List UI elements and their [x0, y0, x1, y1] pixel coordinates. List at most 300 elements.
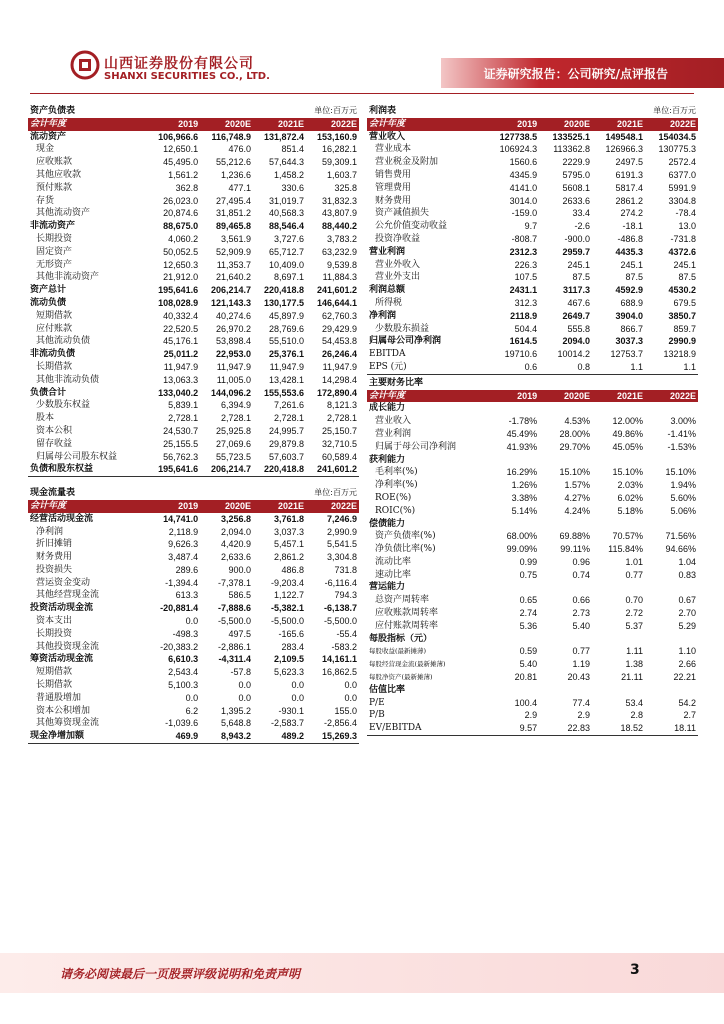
row-value: 10,409.0 — [268, 259, 305, 270]
row-label: 流动负债 — [30, 297, 67, 308]
row-value: 21.11 — [621, 672, 644, 683]
row-value — [645, 581, 698, 594]
row-value: 586.5 — [228, 590, 252, 601]
row-value: 866.7 — [620, 323, 644, 334]
table-row — [28, 399, 359, 412]
row-value: -808.7 — [511, 233, 538, 244]
row-label: P/E — [369, 697, 385, 708]
table-row — [367, 131, 698, 144]
row-value: -20,383.2 — [160, 641, 199, 652]
row-value: 0.0 — [344, 692, 357, 703]
row-value: 2497.5 — [615, 157, 644, 168]
row-label: 长期投资 — [36, 233, 73, 244]
table-row — [367, 569, 698, 582]
row-value — [592, 454, 645, 467]
row-value: 1,603.7 — [326, 169, 357, 180]
row-value: -2,886.1 — [218, 641, 252, 652]
row-label: 负债合计 — [30, 387, 67, 398]
row-value: 1.94% — [670, 480, 696, 491]
table-row — [28, 348, 359, 361]
row-label: 负债和股东权益 — [28, 463, 147, 476]
row-value: 50,052.5 — [163, 246, 199, 257]
row-value: 0.0 — [291, 692, 305, 703]
row-value: 69.88% — [559, 531, 591, 542]
row-value: 22.21 — [673, 672, 696, 683]
table-row — [28, 641, 359, 654]
row-value: 2,728.1 — [168, 413, 199, 424]
row-value: 5.36 — [519, 620, 538, 631]
table-row — [28, 207, 359, 220]
row-value: 2.8 — [630, 710, 644, 721]
table-row — [367, 722, 698, 735]
row-value: 2,728.1 — [273, 413, 305, 424]
row-value: 2.70 — [678, 608, 696, 619]
row-label: EPS (元) — [367, 361, 486, 374]
row-label: 少数股东损益 — [375, 323, 430, 334]
table-row — [367, 323, 698, 336]
row-value: -5,382.1 — [270, 603, 305, 614]
header-year: 2019 — [486, 390, 539, 403]
row-value: 49.86% — [612, 428, 644, 439]
row-value: 241,601.2 — [306, 463, 359, 476]
row-label: 应收账款 — [36, 157, 73, 168]
row-value — [592, 633, 645, 646]
table-row — [28, 246, 359, 259]
row-value: 289.6 — [175, 564, 199, 575]
row-value: 5.14% — [511, 505, 538, 516]
row-value: 3,761.8 — [273, 513, 305, 524]
row-value: -6,138.7 — [323, 603, 357, 614]
row-value — [486, 633, 539, 646]
row-value: 106,966.6 — [158, 131, 199, 142]
table-row — [367, 556, 698, 569]
row-value: 4.27% — [564, 492, 591, 503]
table-row — [28, 615, 359, 628]
row-label: 其他投资现金流 — [36, 641, 100, 652]
row-value: 4592.9 — [615, 285, 644, 296]
row-value: 362.8 — [175, 182, 199, 193]
header-year: 2022E — [306, 118, 359, 131]
table-row — [367, 169, 698, 182]
row-value: 0.70 — [625, 595, 644, 606]
row-value: 245.1 — [673, 259, 696, 270]
row-value: 22,520.5 — [163, 323, 199, 334]
row-value: 4372.6 — [668, 246, 696, 257]
row-value: 2229.9 — [562, 157, 591, 168]
table-row — [367, 143, 698, 156]
row-value: 679.5 — [673, 297, 696, 308]
table-row — [367, 207, 698, 220]
row-value: 245.1 — [620, 259, 644, 270]
row-value: 476.0 — [228, 144, 252, 155]
row-label: 营运资金变动 — [36, 577, 91, 588]
row-label: 营业外支出 — [375, 272, 421, 283]
row-value: 26,023.0 — [163, 195, 199, 206]
table-row — [28, 628, 359, 641]
page-footer — [0, 953, 724, 993]
row-value — [645, 402, 698, 415]
row-value: 2959.7 — [562, 246, 591, 257]
row-value — [486, 402, 539, 415]
report-type-text: 证券研究报告：公司研究/点评报告 — [483, 67, 668, 81]
row-label: 少数股东权益 — [36, 400, 91, 411]
row-value: 226.3 — [514, 259, 538, 270]
table-title: 现金流量表 — [30, 488, 76, 499]
row-value: 486.8 — [281, 564, 305, 575]
table-row — [367, 297, 698, 310]
table-row — [367, 259, 698, 272]
row-value: 2,109.5 — [273, 654, 305, 665]
row-value — [592, 518, 645, 531]
header-year: 2020E — [200, 500, 253, 513]
row-value: 52,909.9 — [216, 246, 252, 257]
row-value: 3,037.3 — [273, 526, 305, 537]
row-value: 7,246.9 — [326, 513, 357, 524]
row-value: 2,728.1 — [221, 413, 252, 424]
row-value: 9.7 — [524, 221, 538, 232]
row-value: 45,176.1 — [163, 336, 199, 347]
row-value: 5.18% — [617, 505, 644, 516]
row-value — [592, 684, 645, 697]
table-row — [367, 581, 698, 594]
row-value: -20,881.4 — [160, 603, 199, 614]
table-row — [28, 271, 359, 284]
header-year: 2021E — [253, 500, 306, 513]
row-value: 2,728.1 — [326, 413, 357, 424]
row-value: 0.83 — [678, 569, 696, 580]
row-value: -5,500.0 — [323, 616, 357, 627]
table-row — [28, 182, 359, 195]
row-value: 25,150.7 — [321, 425, 357, 436]
table-row — [28, 425, 359, 438]
row-label: 偿债能力 — [369, 518, 406, 529]
cash-flow-table — [28, 487, 359, 744]
header-year: 2022E — [306, 500, 359, 513]
row-label: 流动资产 — [30, 131, 67, 142]
row-value: 149548.1 — [605, 131, 644, 142]
row-value: 27,495.4 — [216, 195, 252, 206]
table-row — [28, 730, 359, 743]
row-value: 5817.4 — [615, 182, 644, 193]
row-label: 应付账款周转率 — [375, 620, 439, 631]
row-value: -930.1 — [278, 705, 305, 716]
row-value: 8,697.1 — [273, 272, 305, 283]
table-title: 资产负债表 — [30, 106, 76, 116]
row-value: 11,947.9 — [322, 361, 357, 372]
row-value: 10014.2 — [557, 349, 591, 360]
row-value: 2,543.4 — [168, 667, 199, 678]
page-header — [0, 0, 724, 96]
row-label: 其他非流动资产 — [36, 272, 100, 283]
row-value: 13,428.1 — [268, 374, 305, 385]
row-value: 3037.3 — [615, 336, 644, 347]
table-row — [367, 246, 698, 259]
row-label: ROE(%) — [375, 492, 412, 503]
row-label: 营业收入 — [369, 131, 406, 142]
row-value: 3.00% — [670, 416, 696, 427]
row-label: 存货 — [36, 195, 55, 206]
row-value: 5,839.1 — [168, 400, 199, 411]
row-value: 5608.1 — [562, 182, 591, 193]
row-value: -1,039.6 — [165, 718, 199, 729]
row-value — [592, 581, 645, 594]
row-value: 153,160.9 — [316, 131, 357, 142]
row-value: 24,995.7 — [268, 425, 305, 436]
row-value: 4,060.2 — [168, 233, 199, 244]
table-row — [367, 645, 698, 658]
table-row — [367, 284, 698, 297]
row-label: 现金 — [36, 144, 55, 155]
row-value: 126966.3 — [605, 144, 644, 155]
row-value: -7,888.6 — [218, 603, 252, 614]
row-value: 11,947.9 — [216, 361, 252, 372]
table-row — [367, 543, 698, 556]
table-unit: 单位:百万元 — [653, 106, 696, 115]
row-value: 53.4 — [625, 697, 644, 708]
table-row — [28, 310, 359, 323]
row-value: 5.06% — [670, 505, 696, 516]
income-statement-table — [367, 105, 698, 375]
row-value: 20.43 — [567, 672, 591, 683]
row-value: 99.11% — [560, 544, 591, 555]
row-label: 预付账款 — [36, 182, 73, 193]
row-value: 55,212.6 — [216, 157, 252, 168]
row-value: 15.10% — [665, 467, 696, 478]
row-value: 0.67 — [678, 595, 696, 606]
row-label: 应收账款周转率 — [375, 608, 439, 619]
row-value: 5,648.8 — [221, 718, 252, 729]
row-label: 营业利润 — [375, 428, 412, 439]
table-row — [28, 156, 359, 169]
table-row — [28, 143, 359, 156]
row-value: 4141.0 — [509, 182, 538, 193]
row-value: 40,568.3 — [268, 208, 305, 219]
left-column — [28, 105, 359, 744]
table-row — [28, 526, 359, 539]
row-value: 0.65 — [519, 595, 538, 606]
row-label: 长期借款 — [36, 680, 73, 691]
row-value: 8,943.2 — [200, 730, 253, 743]
row-value: 1.38 — [625, 659, 644, 670]
row-value: 88,546.4 — [268, 221, 305, 232]
row-value: 2572.4 — [668, 157, 696, 168]
table-title: 利润表 — [369, 106, 397, 116]
row-value: 9.57 — [486, 722, 539, 735]
row-value: 28,769.6 — [268, 323, 305, 334]
table-row — [367, 620, 698, 633]
row-value: 54.2 — [678, 697, 696, 708]
row-value: 62,760.3 — [321, 310, 357, 321]
row-value: 0.77 — [572, 646, 591, 657]
table-row — [367, 310, 698, 323]
row-value: 1.01 — [625, 556, 644, 567]
table-row — [367, 607, 698, 620]
table-row — [367, 530, 698, 543]
row-value: 53,898.4 — [216, 336, 252, 347]
row-value: 107.5 — [514, 272, 538, 283]
row-label: 成长能力 — [369, 403, 406, 414]
row-label: 营业收入 — [375, 416, 412, 427]
row-value: 3,256.8 — [221, 513, 252, 524]
row-value: 60,589.4 — [321, 451, 357, 462]
row-value: -5,500.0 — [218, 616, 252, 627]
row-value: 26,246.4 — [321, 349, 357, 360]
row-value: 3.38% — [511, 492, 538, 503]
row-value: 63,232.9 — [321, 246, 357, 257]
row-label: 估值比率 — [369, 684, 406, 695]
row-value: 0.66 — [572, 595, 591, 606]
table-row — [28, 666, 359, 679]
row-value: 5795.0 — [562, 169, 591, 180]
row-label: 投资活动现金流 — [30, 603, 94, 614]
row-value: 467.6 — [567, 297, 591, 308]
table-row — [28, 361, 359, 374]
row-label: 折旧摊销 — [36, 539, 73, 550]
row-value: -57.8 — [230, 667, 252, 678]
row-label: 净负债比率(%) — [375, 544, 436, 555]
row-value: 172,890.4 — [316, 387, 357, 398]
table-header-row — [28, 500, 359, 513]
row-label: 长期借款 — [36, 361, 73, 372]
row-label: 财务费用 — [375, 195, 412, 206]
row-value: 15.10% — [612, 467, 644, 478]
row-value: 131,872.4 — [263, 131, 305, 142]
row-value: 7,261.6 — [273, 400, 305, 411]
row-label: 利润总额 — [369, 285, 406, 296]
row-value: 3,487.4 — [168, 552, 199, 563]
row-value: 11,947.9 — [269, 361, 305, 372]
row-value — [539, 518, 592, 531]
row-label: 资产减值损失 — [375, 208, 430, 219]
header-year: 2019 — [147, 500, 200, 513]
row-value: 106924.3 — [499, 144, 538, 155]
row-value: 87.5 — [625, 272, 644, 283]
row-value: 9,626.3 — [168, 539, 199, 550]
header-year: 2020E — [539, 118, 592, 131]
row-value: 40,274.6 — [216, 310, 252, 321]
row-value — [486, 581, 539, 594]
row-value: 65,712.7 — [268, 246, 305, 257]
row-label: 归属于母公司净利润 — [375, 441, 457, 452]
row-label: 股本 — [36, 413, 55, 424]
row-value: 13.0 — [678, 221, 696, 232]
table-title-row — [28, 487, 359, 500]
row-value: 11,353.7 — [216, 259, 252, 270]
header-year: 2021E — [592, 390, 645, 403]
table-row — [367, 271, 698, 284]
row-value: -78.4 — [675, 208, 696, 219]
row-value: 900.0 — [228, 564, 252, 575]
table-row — [28, 451, 359, 464]
row-value: 5,457.1 — [273, 539, 305, 550]
row-value: 5.37 — [625, 620, 644, 631]
row-value: 45.05% — [612, 441, 644, 452]
header-year: 2020E — [539, 390, 592, 403]
row-value: 32,710.5 — [321, 438, 357, 449]
row-value: 3,727.6 — [273, 233, 305, 244]
row-value: 2.9 — [524, 710, 538, 721]
table-row — [28, 589, 359, 602]
row-value: 26,970.2 — [216, 323, 252, 334]
table-row — [367, 697, 698, 710]
row-value: 133525.1 — [552, 131, 591, 142]
table-row — [367, 195, 698, 208]
header-year: 2021E — [592, 118, 645, 131]
row-value: 0.6 — [486, 361, 539, 374]
header-year: 2022E — [645, 118, 698, 131]
header-year: 2021E — [253, 118, 306, 131]
row-value: 1.1 — [592, 361, 645, 374]
row-value: 2431.1 — [509, 285, 538, 296]
row-value: 195,641.6 — [147, 463, 200, 476]
row-label: 经营活动现金流 — [30, 513, 94, 524]
row-value: 0.99 — [519, 556, 538, 567]
row-value: 20,874.6 — [163, 208, 199, 219]
table-title: 主要财务比率 — [369, 377, 424, 388]
row-label: 其他经营现金流 — [36, 590, 100, 601]
table-row — [28, 220, 359, 233]
row-value: 1560.6 — [509, 157, 538, 168]
row-value: -1.53% — [667, 441, 696, 452]
row-value: 57,603.7 — [268, 451, 305, 462]
row-value: 283.4 — [281, 641, 305, 652]
row-value: 0.75 — [519, 569, 538, 580]
table-row — [367, 492, 698, 505]
row-value: 3850.7 — [668, 310, 696, 321]
row-label: ROIC(%) — [375, 505, 416, 516]
row-value: 245.1 — [567, 259, 591, 270]
table-row — [367, 415, 698, 428]
table-row — [367, 518, 698, 531]
row-value: 220,418.8 — [263, 285, 305, 296]
financial-ratios-table — [367, 377, 698, 736]
row-value: 116,748.9 — [211, 131, 252, 142]
row-value: 25,155.5 — [163, 438, 199, 449]
row-value: 6,610.3 — [168, 654, 199, 665]
row-label: 长期投资 — [36, 628, 73, 639]
table-row — [367, 441, 698, 454]
row-label: 无形资产 — [36, 259, 73, 270]
row-value: 2,861.2 — [273, 552, 305, 563]
row-value: 220,418.8 — [253, 463, 306, 476]
row-value: 6.2 — [185, 705, 199, 716]
row-label: 筹资活动现金流 — [30, 654, 94, 665]
row-value: 2633.6 — [562, 195, 591, 206]
row-label: 其他筹资现金流 — [36, 718, 100, 729]
table-row — [28, 195, 359, 208]
balance-sheet-table — [28, 105, 359, 477]
row-value: 9,539.8 — [326, 259, 357, 270]
row-value: -2.6 — [574, 221, 591, 232]
row-label: 毛利率(%) — [375, 467, 418, 478]
row-value — [539, 402, 592, 415]
row-value: 613.3 — [175, 590, 199, 601]
row-label: 每股经营现金流(最新摊薄) — [369, 660, 446, 669]
company-name-en: SHANXI SECURITIES CO., LTD. — [104, 71, 270, 82]
row-value — [486, 454, 539, 467]
page-number: 3 — [630, 962, 640, 978]
row-value: 325.8 — [334, 182, 357, 193]
row-value — [486, 518, 539, 531]
row-value: 31,832.3 — [321, 195, 357, 206]
row-value — [539, 633, 592, 646]
row-value: 108,028.9 — [158, 297, 199, 308]
row-value: 469.9 — [147, 730, 200, 743]
row-value: 15.10% — [559, 467, 591, 478]
row-label: 营业税金及附加 — [375, 157, 439, 168]
row-value: 45,897.9 — [268, 310, 305, 321]
row-value: 24,530.7 — [163, 425, 199, 436]
